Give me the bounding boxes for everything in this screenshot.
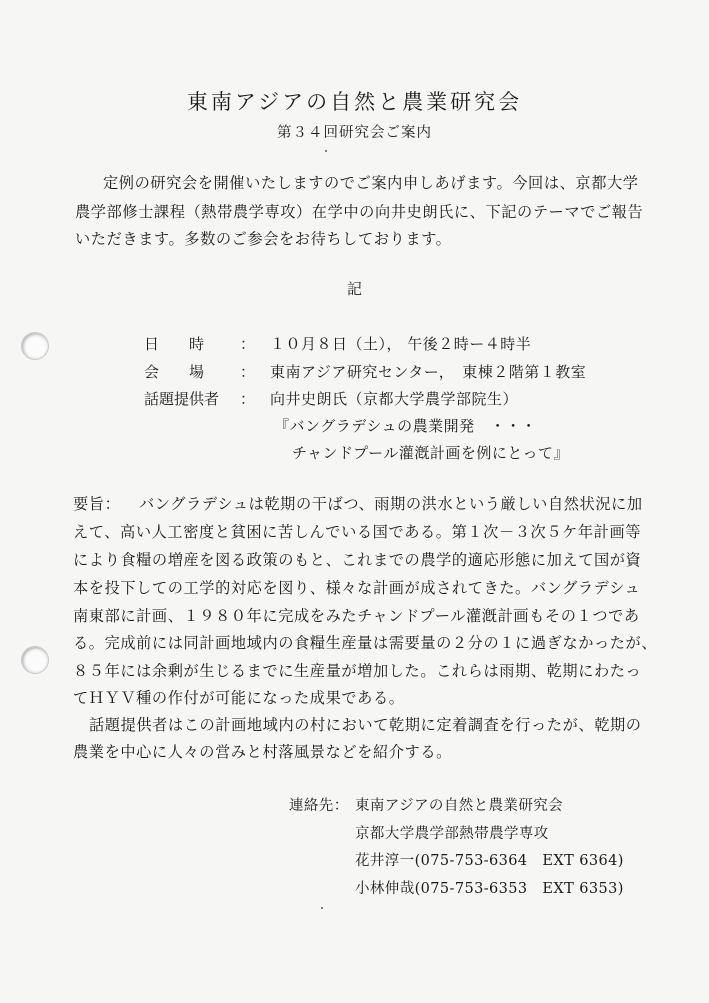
summary-line-4: 本を投下しての工学的対応を図り、様々な計画が成されてきた。バングラデシュ	[73, 579, 641, 597]
summary-line-6: る。完成前には同計画地域内の食糧生産量は需要量の２分の１に過ぎなかったが、	[73, 634, 658, 652]
date-label: 日 時	[144, 335, 205, 353]
intro-line-3: いただきます。多数のご参会をお待ちしております。	[75, 230, 452, 248]
speaker-label: 話題提供者	[144, 390, 220, 408]
venue-value: 東南アジア研究センター， 東棟２階第１教室	[270, 363, 587, 381]
document-title: 東南アジアの自然と農業研究会	[186, 90, 523, 114]
summary-line-10: 農業を中心に人々の営みと村落風景などを紹介する。	[73, 743, 452, 761]
date-colon: ：	[240, 335, 256, 353]
venue-colon: ：	[240, 363, 256, 381]
summary-line-5: 南東部に計画、１９８０年に完成をみたチャンドプール灌漑計画もその１つであ	[73, 607, 640, 625]
summary-line-8: てＨＹＶ種の作付が可能になった成果である。	[73, 689, 405, 707]
contact-label: 連絡先：	[289, 798, 349, 814]
summary-line-7: ８５年には余剰が生じるまでに生産量が増加した。これらは雨期、乾期にわたっ	[73, 662, 642, 680]
speaker-value: 向井史朗氏（京都大学農学部院生）	[270, 390, 519, 408]
contact-person-2: 小林伸哉(075-753-6353 EXT 6353)	[355, 881, 624, 897]
scan-speck	[325, 150, 327, 152]
contact-org: 東南アジアの自然と農業研究会	[355, 798, 564, 814]
venue-label: 会 場	[144, 363, 205, 381]
summary-line-1: バングラデシュは乾期の干ばつ、雨期の洪水という厳しい自然状況に加	[139, 495, 643, 513]
summary-line-3: により食糧の増産を図る政策のもと、これまでの農学的適応形態に加えて国が資	[73, 551, 642, 569]
topic-line-1: 『バングラデシュの農業開発 ・・・	[274, 417, 537, 435]
scan-speck	[321, 907, 323, 909]
intro-line-2: 農学部修士課程（熱帯農学専攻）在学中の向井史朗氏に、下記のテーマでご報告	[75, 203, 644, 221]
contact-person-1: 花井淳一(075-753-6364 EXT 6364)	[355, 853, 624, 869]
ki-label: 記	[346, 280, 362, 298]
punch-hole-top	[21, 332, 49, 360]
summary-label: 要旨：	[73, 495, 121, 513]
speaker-colon: ：	[240, 390, 256, 408]
document-subtitle: 第３４回研究会ご案内	[277, 125, 432, 141]
summary-line-9: 話題提供者はこの計画地域内の村において乾期に定着調査を行ったが、乾期の	[89, 716, 642, 734]
intro-line-1: 定例の研究会を開催いたしますのでご案内申しあげます。今回は、京都大学	[103, 174, 639, 192]
topic-line-2: チャンドプール灌漑計画を例にとって』	[292, 444, 570, 462]
date-value: １０月８日（土）， 午後２時ー４時半	[270, 335, 532, 353]
summary-line-2: えて、高い人工密度と貧困に苦しんでいる国である。第１次－３次５ケ年計画等	[73, 523, 642, 541]
punch-hole-bottom	[21, 646, 49, 674]
contact-dept: 京都大学農学部熱帯農学専攻	[355, 826, 549, 842]
